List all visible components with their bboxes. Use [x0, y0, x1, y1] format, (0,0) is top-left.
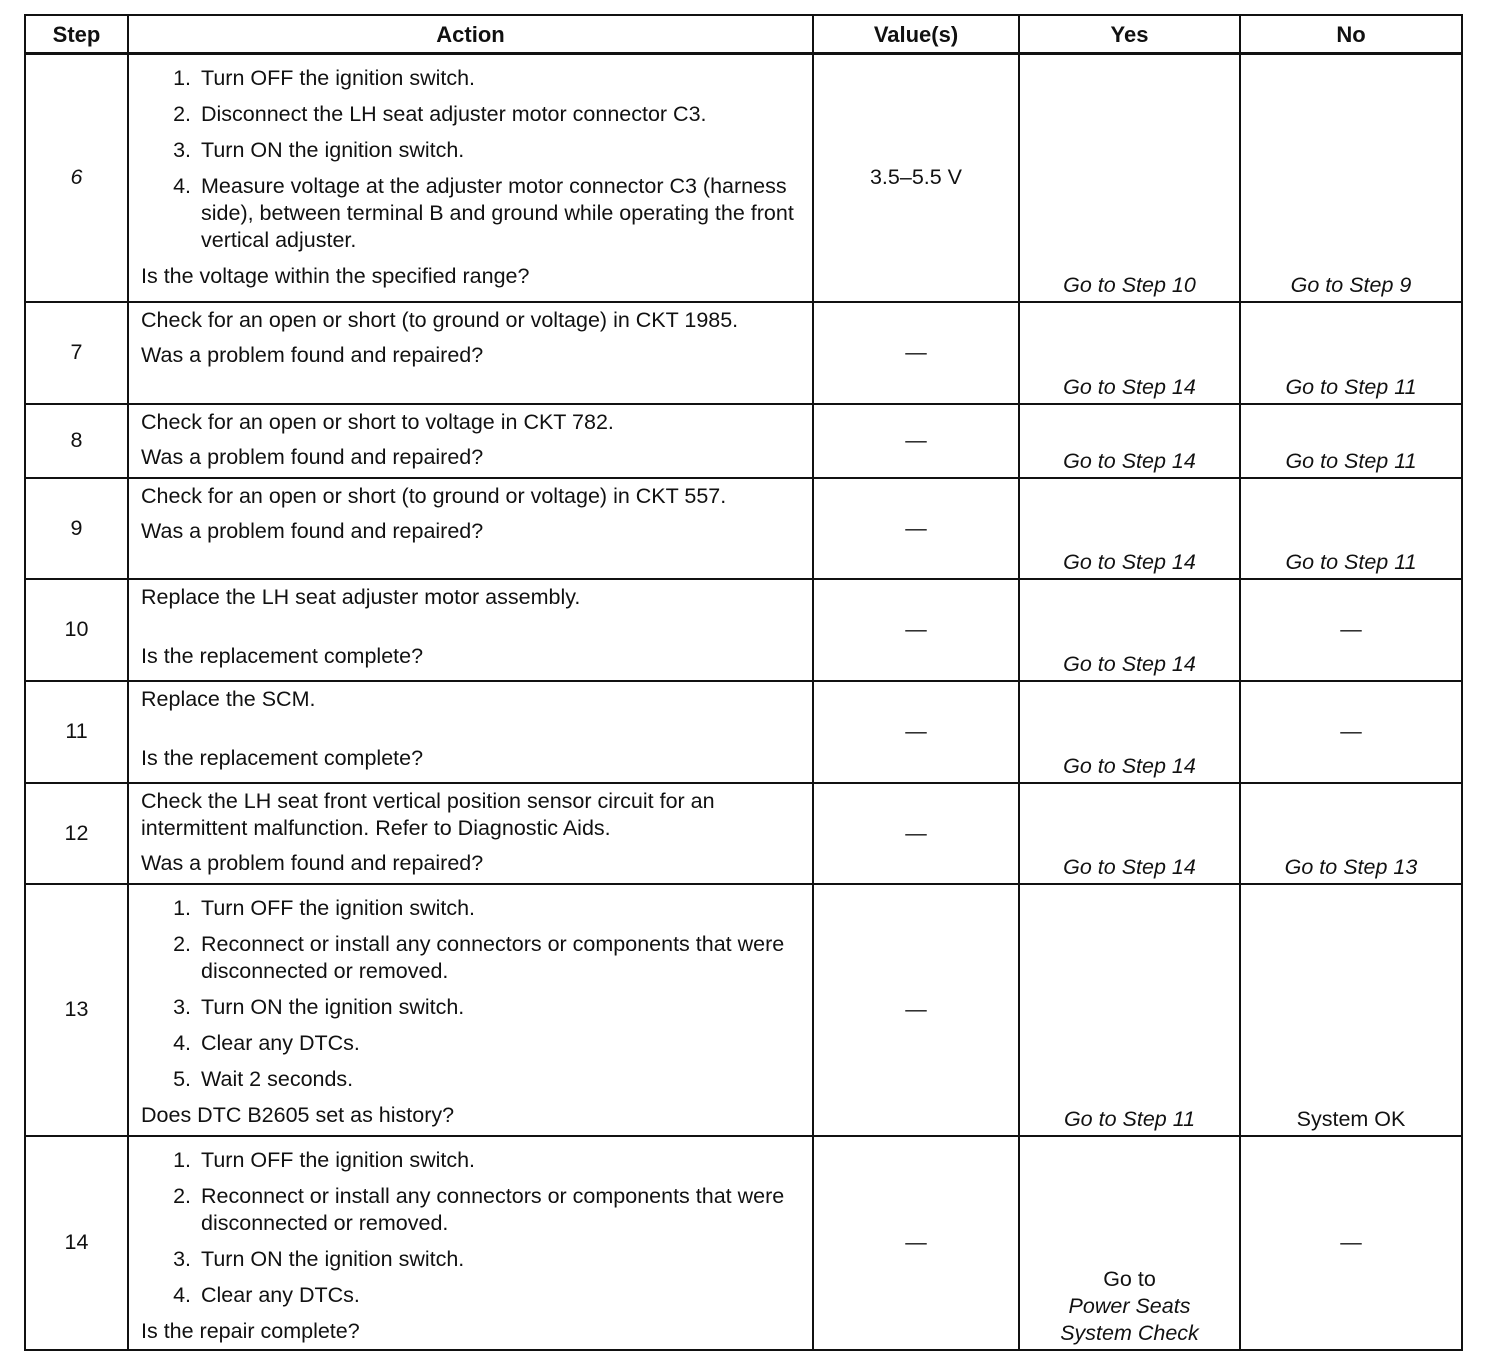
action-cell — [128, 884, 813, 1136]
step-number: 9 — [25, 478, 128, 579]
no-cell: — — [1240, 1136, 1462, 1350]
list-item: 1. Turn OFF the ignition switch. — [197, 1147, 802, 1174]
table-row — [25, 478, 1462, 579]
table-row — [25, 884, 1462, 1136]
yes-cell: Go to Step 14 — [1019, 681, 1240, 783]
question-text: Is the replacement complete? — [141, 745, 424, 770]
table-row — [25, 1136, 1462, 1350]
step-number: 8 — [25, 404, 128, 478]
step-number: 13 — [25, 884, 128, 1136]
table-row — [25, 579, 1462, 681]
list-item: 3. Turn ON the ignition switch. — [197, 994, 802, 1021]
list-item: 4. Clear any DTCs. — [197, 1030, 802, 1057]
value-cell: — — [813, 1136, 1019, 1350]
action-text: Replace the LH seat adjuster motor assembly. — [141, 584, 581, 609]
action-cell — [128, 478, 813, 579]
list-item: 5. Wait 2 seconds. — [197, 1066, 802, 1093]
action-steps-list — [141, 65, 802, 254]
yes-cell: Go to Step 14 — [1019, 404, 1240, 478]
list-item: 3. Turn ON the ignition switch. — [197, 137, 802, 164]
yes-cell: Go to Step 10 — [1019, 54, 1240, 302]
list-item: 2. Reconnect or install any connectors or components that were disconnected or removed. — [197, 1183, 802, 1237]
value-cell: — — [813, 478, 1019, 579]
value-cell: — — [813, 579, 1019, 681]
header-action: Action — [128, 15, 813, 54]
action-text: Check for an open or short to voltage in CKT 782. — [141, 409, 614, 434]
question-text: Was a problem found and repaired? — [141, 518, 484, 543]
header-values: Value(s) — [813, 15, 1019, 54]
step-number: 14 — [25, 1136, 128, 1350]
action-text: Check for an open or short (to ground or voltage) in CKT 557. — [141, 483, 727, 508]
power-seats-link[interactable]: Power Seats — [1068, 1293, 1191, 1318]
action-cell — [128, 681, 813, 783]
yes-cell: Go to Step 11 — [1019, 884, 1240, 1136]
list-item: 1. Turn OFF the ignition switch. — [197, 895, 802, 922]
action-steps-list — [141, 895, 802, 1093]
no-cell: — — [1240, 681, 1462, 783]
action-cell — [128, 54, 813, 302]
no-cell: Go to Step 9 — [1240, 54, 1462, 302]
action-cell — [128, 1136, 813, 1350]
diagnostic-table — [24, 14, 1463, 1351]
no-cell: System OK — [1240, 884, 1462, 1136]
action-steps-list — [141, 1147, 802, 1309]
value-cell: — — [813, 404, 1019, 478]
no-cell: Go to Step 11 — [1240, 404, 1462, 478]
list-item: 2. Disconnect the LH seat adjuster motor connector C3. — [197, 101, 802, 128]
no-cell: — — [1240, 579, 1462, 681]
header-row — [25, 15, 1462, 54]
header-yes: Yes — [1019, 15, 1240, 54]
value-cell: — — [813, 681, 1019, 783]
no-cell: Go to Step 11 — [1240, 302, 1462, 404]
step-number: 7 — [25, 302, 128, 404]
question-text: Is the voltage within the specified range? — [141, 264, 530, 288]
yes-cell: Go to Step 14 — [1019, 302, 1240, 404]
action-cell — [128, 404, 813, 478]
list-item: 1. Turn OFF the ignition switch. — [197, 65, 802, 92]
yes-cell: Go to Step 14 — [1019, 783, 1240, 884]
table-row — [25, 681, 1462, 783]
action-cell — [128, 579, 813, 681]
yes-cell: Go to Step 14 — [1019, 579, 1240, 681]
action-text: Check the LH seat front vertical position sensor circuit for an intermittent malfunction. Refer to Diagnostic Aids. — [141, 788, 715, 840]
action-cell — [128, 302, 813, 404]
value-cell: — — [813, 884, 1019, 1136]
step-number: 6 — [25, 54, 128, 302]
step-number: 12 — [25, 783, 128, 884]
table-row — [25, 54, 1462, 302]
system-check-link[interactable]: System Check — [1060, 1320, 1199, 1345]
action-text: Check for an open or short (to ground or voltage) in CKT 1985. — [141, 307, 739, 332]
action-cell — [128, 783, 813, 884]
question-text: Is the repair complete? — [141, 1318, 360, 1343]
value-cell: 3.5–5.5 V — [813, 54, 1019, 302]
table-row — [25, 302, 1462, 404]
table-row — [25, 404, 1462, 478]
header-no: No — [1240, 15, 1462, 54]
list-item: 3. Turn ON the ignition switch. — [197, 1246, 802, 1273]
step-number: 11 — [25, 681, 128, 783]
yes-cell — [1019, 1136, 1240, 1350]
question-text: Is the replacement complete? — [141, 643, 424, 668]
list-item: 4. Measure voltage at the adjuster motor connector C3 (harness side), between terminal B and ground while operating the front vertical adjuster. — [197, 173, 802, 254]
value-cell: — — [813, 302, 1019, 404]
question-text: Was a problem found and repaired? — [141, 444, 484, 469]
header-step: Step — [25, 15, 128, 54]
action-text: Replace the SCM. — [141, 686, 316, 711]
list-item: 4. Clear any DTCs. — [197, 1282, 802, 1309]
list-item: 2. Reconnect or install any connectors or components that were disconnected or removed. — [197, 931, 802, 985]
question-text: Was a problem found and repaired? — [141, 342, 484, 367]
table-row — [25, 783, 1462, 884]
yes-cell: Go to Step 14 — [1019, 478, 1240, 579]
yes-go-to-text: Go to — [1103, 1266, 1156, 1291]
no-cell: Go to Step 13 — [1240, 783, 1462, 884]
value-cell: — — [813, 783, 1019, 884]
question-text: Does DTC B2605 set as history? — [141, 1102, 455, 1127]
question-text: Was a problem found and repaired? — [141, 850, 484, 875]
step-number: 10 — [25, 579, 128, 681]
no-cell: Go to Step 11 — [1240, 478, 1462, 579]
